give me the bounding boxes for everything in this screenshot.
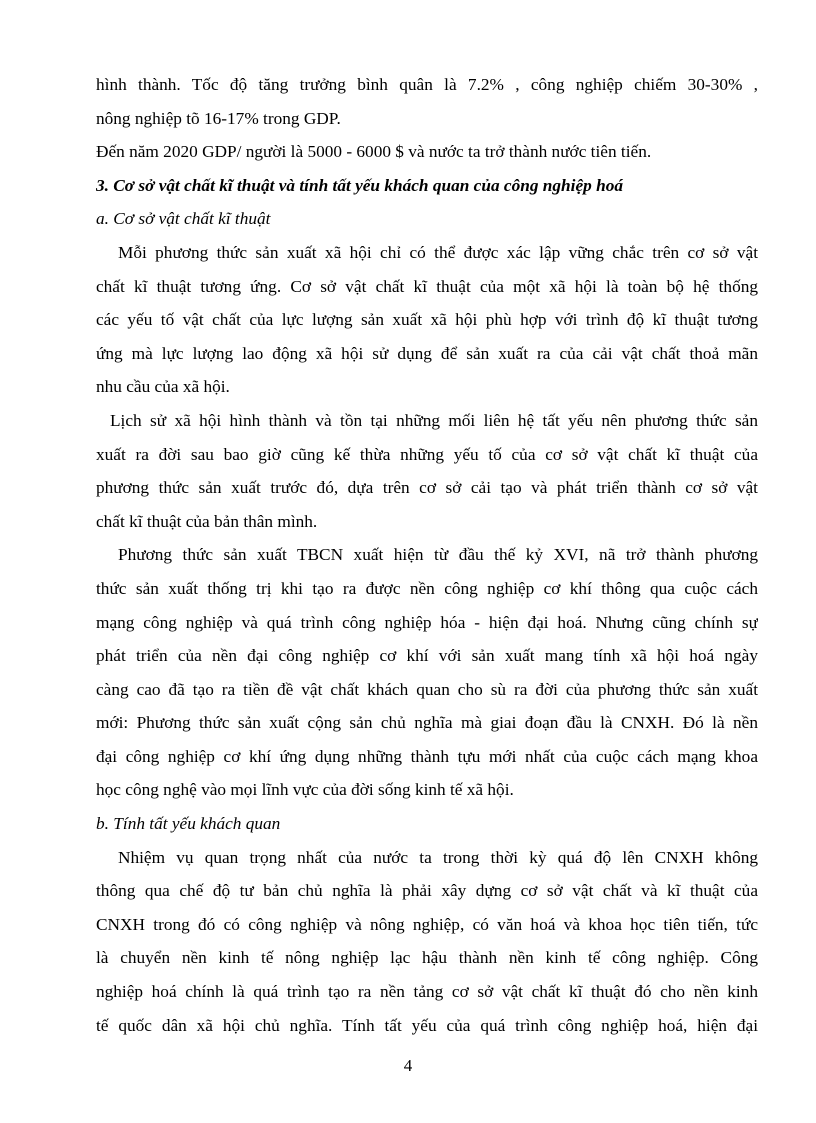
text-line: học công nghệ vào mọi lĩnh vực của đời sống kinh tế xã hội. xyxy=(96,780,514,800)
section-heading: 3. Cơ sở vật chất kĩ thuật và tính tất yếu khách quan của công nghiệp hoá xyxy=(96,175,623,195)
text-line: Lịch sử xã hội hình thành và tồn tại những mối liên hệ tất yếu nên phương thức sản xyxy=(110,410,758,430)
text-line: Đến năm 2020 GDP/ người là 5000 - 6000 $ và nước ta trở thành nước tiên tiến. xyxy=(96,142,652,162)
text-line: chất kĩ thuật của bản thân mình. xyxy=(96,511,318,531)
text-line: nhu cầu của xã hội. xyxy=(96,377,230,397)
document-page xyxy=(96,68,758,1042)
text-line: càng cao đã tạo ra tiền đề vật chất khách quan cho sù ra đời của phương thức sản xuất xyxy=(96,679,758,699)
text-line: CNXH trong đó có công nghiệp và nông nghiệp, có văn hoá và khoa học tiên tiến, tức xyxy=(96,914,758,934)
text-line: là chuyển nền kinh tế nông nghiệp lạc hậu thành nền kinh tế công nghiệp. Công xyxy=(96,948,758,968)
text-line: đại công nghiệp cơ khí ứng dụng những thành tựu mới nhất của cuộc cách mạng khoa xyxy=(96,746,758,766)
text-line: phát triển của nền đại công nghiệp cơ khí với sản xuất mang tính xã hội hoá ngày xyxy=(96,646,758,666)
text-line: Mỗi phương thức sản xuất xã hội chỉ có thể được xác lập vững chắc trên cơ sở vật xyxy=(118,242,758,262)
text-line: nông nghiệp tõ 16-17% trong GDP. xyxy=(96,108,341,128)
text-line: hình thành. Tốc độ tăng trưởng bình quân là 7.2% , công nghiệp chiếm 30-30% , xyxy=(96,75,758,94)
text-line: xuất ra đời sau bao giờ cũng kế thừa những yếu tố của cơ sở vật chất kĩ thuật của xyxy=(96,444,758,464)
text-line: chất kĩ thuật tương ứng. Cơ sở vật chất kĩ thuật của một xã hội là toàn bộ hệ thống xyxy=(96,276,758,296)
text-line: phương thức sản xuất trước đó, dựa trên cơ sở cải tạo và phát triển thành cơ sở vật xyxy=(96,478,758,498)
text-line: mới: Phương thức sản xuất cộng sản chủ nghĩa mà giai đoạn đầu là CNXH. Đó là nền xyxy=(96,713,758,733)
text-line: ứng mà lực lượng lao động xã hội sử dụng để sản xuất ra của cải vật chất thoả mãn xyxy=(96,343,758,363)
text-line: Nhiệm vụ quan trọng nhất của nước ta trong thời kỳ quá độ lên CNXH không xyxy=(118,847,758,867)
text-line: Phương thức sản xuất TBCN xuất hiện từ đầu thế kỷ XVI, nã trở thành phương xyxy=(118,545,758,565)
page-number: 4 xyxy=(403,1056,413,1075)
text-line: nghiệp hoá chính là quá trình tạo ra nền tảng cơ sở vật chất kĩ thuật đó cho nền kinh xyxy=(96,982,758,1002)
subsection-heading: b. Tính tất yếu khách quan xyxy=(96,814,281,834)
text-line: mạng công nghiệp và quá trình công nghiệp hóa - hiện đại hoá. Nhưng cũng chính sự xyxy=(96,612,758,632)
subsection-heading: a. Cơ sở vật chất kĩ thuật xyxy=(96,209,271,229)
text-line: thông qua chế độ tư bản chủ nghĩa là phải xây dựng cơ sở vật chất và kĩ thuật của xyxy=(96,881,758,901)
text-line: các yếu tố vật chất của lực lượng sản xuất xã hội phù hợp với trình độ kĩ thuật tương xyxy=(96,310,758,330)
text-line: tế quốc dân xã hội chủ nghĩa. Tính tất yếu của quá trình công nghiệp hoá, hiện đại xyxy=(96,1015,758,1035)
text-line: thức sản xuất thống trị khi tạo ra được nền công nghiệp cơ khí thông qua cuộc cách xyxy=(96,578,758,598)
